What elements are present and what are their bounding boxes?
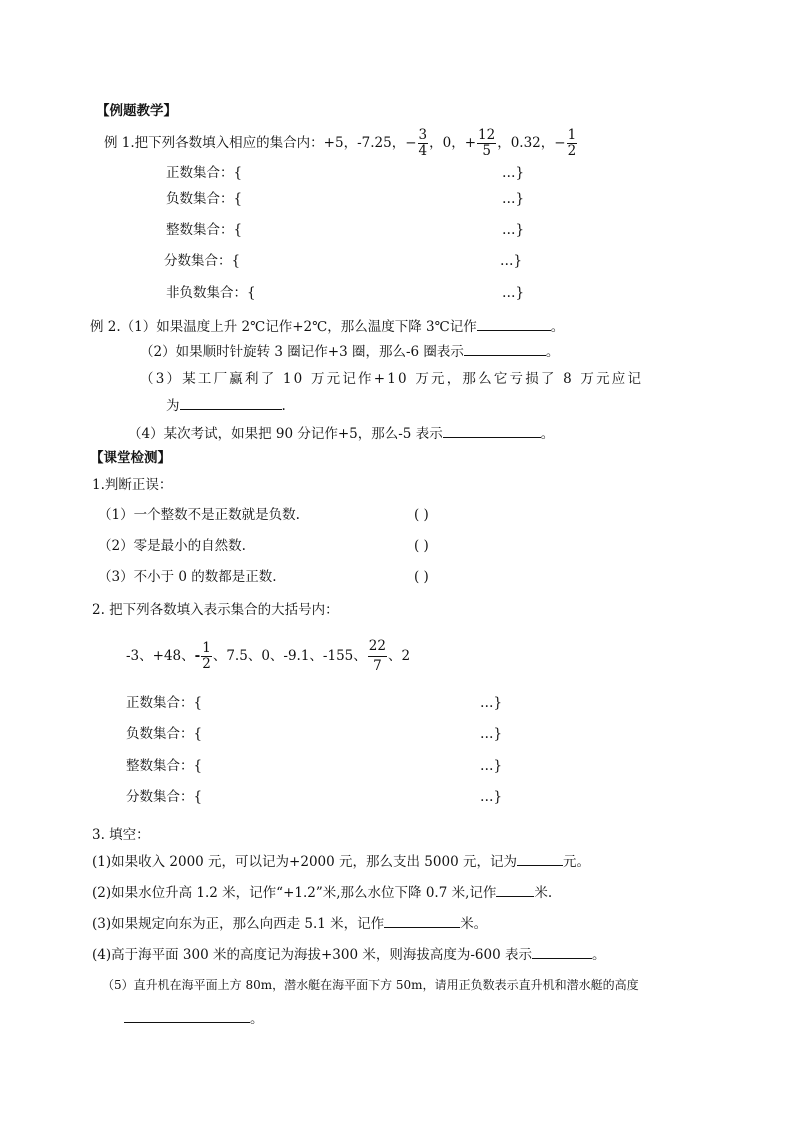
p3-q3-text: (3)如果规定向东为正，那么向西走 5.1 米，记作 <box>92 916 385 932</box>
ex2-question-3-line-2 <box>166 395 286 415</box>
p2-set-integer-label: 整数集合：{ <box>126 758 203 774</box>
p2-fraction-1 <box>201 641 212 672</box>
ex1-set-positive-label: 正数集合：{ <box>166 165 243 181</box>
p3-q1-blank[interactable] <box>517 851 563 866</box>
fraction-1-denominator: 4 <box>418 143 428 159</box>
p1-title: 1.判断正误： <box>92 477 173 493</box>
p3-q2-end: 米. <box>534 885 553 901</box>
p2-nums-b: 、7.5、0、-9.1、-155、 <box>212 648 367 664</box>
p3-q4-end: 。 <box>591 947 606 963</box>
p3-question-1 <box>92 851 590 871</box>
ex1-set-negative-label: 负数集合：{ <box>166 191 243 207</box>
check-section-heading: 【课堂检测】 <box>90 450 171 466</box>
ex1-set-fraction-end: …} <box>500 253 523 269</box>
p2-set-fraction-end: …} <box>480 789 503 805</box>
fraction-3-denominator: 2 <box>567 143 577 159</box>
p2-number-list <box>126 636 410 676</box>
p3-q2-text: (2)如果水位升高 1.2 米，记作“+1.2”米,那么水位下降 0.7 米,记作 <box>92 885 497 901</box>
p3-q2-blank[interactable] <box>496 882 534 897</box>
example-section-heading: 【例题教学】 <box>96 103 177 119</box>
ex2-q4-end: 。 <box>540 426 555 442</box>
ex2-q3-end: . <box>281 398 286 414</box>
ex1-set-nonnegative-end: …} <box>502 285 525 301</box>
fraction-1 <box>418 128 429 159</box>
ex2-q4-blank[interactable] <box>443 423 541 438</box>
p3-question-4 <box>92 944 605 964</box>
p2-title: 2. 把下列各数填入表示集合的大括号内： <box>92 602 339 618</box>
example-1-prefix: 例 1.把下列各数填入相应的集合内：+5，-7.25， <box>104 135 406 151</box>
p3-question-5-answer-line <box>124 1008 264 1028</box>
p1-item-1-answer[interactable]: ( ) <box>414 507 429 523</box>
p1-item-3-text: （3）不小于 0 的数都是正数. <box>98 569 277 585</box>
ex1-set-positive-end: …} <box>502 165 525 181</box>
p3-question-2 <box>92 882 552 902</box>
fraction-2 <box>477 128 496 159</box>
ex2-question-3-line-1: （3）某工厂赢利了 10 万元记作+10 万元，那么它亏损了 8 万元应记 <box>140 371 644 387</box>
p2-set-negative-end: …} <box>480 726 503 742</box>
fraction-2-sign: + <box>464 135 477 151</box>
p2-fraction-1-numerator: 1 <box>202 640 211 656</box>
p2-fraction-2 <box>368 637 387 676</box>
p2-fraction-2-denominator: 7 <box>373 658 382 674</box>
p2-set-fraction-label: 分数集合：{ <box>126 789 203 805</box>
p3-q5-blank[interactable] <box>124 1008 250 1023</box>
ex2-q2-text: （2）如果顺时针旋转 3 圈记作+3 圈，那么-6 圈表示 <box>140 344 464 360</box>
p1-item-2-text: （2）零是最小的自然数. <box>98 538 246 554</box>
ex2-q1-end: 。 <box>550 319 565 335</box>
p2-fraction-2-numerator: 22 <box>368 637 387 657</box>
ex2-q4-text: （4）某次考试，如果把 90 分记作+5，那么-5 表示 <box>128 426 443 442</box>
p2-nums-c: 、2 <box>387 648 411 664</box>
ex1-set-fraction-label: 分数集合：{ <box>164 253 241 269</box>
ex2-question-2 <box>140 341 559 361</box>
p3-q1-text: (1)如果收入 2000 元，可以记为+2000 元，那么支出 5000 元，记为 <box>92 854 517 870</box>
p3-q4-text: (4)高于海平面 300 米的高度记为海拔+300 米，则海拔高度为-600 表示 <box>92 947 532 963</box>
p3-title: 3. 填空： <box>92 827 150 843</box>
fraction-3 <box>567 128 578 159</box>
ex2-q3-blank[interactable] <box>180 395 282 410</box>
p3-q3-blank[interactable] <box>384 913 460 928</box>
example-1-mid-2: ，0.32， <box>497 135 555 151</box>
p2-set-integer-end: …} <box>480 758 503 774</box>
fraction-1-numerator: 3 <box>418 127 428 143</box>
ex1-set-negative-end: …} <box>502 191 525 207</box>
p2-fraction-1-denominator: 2 <box>202 656 211 672</box>
p3-question-3 <box>92 913 487 933</box>
fraction-1-sign: − <box>405 135 417 151</box>
ex1-set-integer-label: 整数集合：{ <box>166 222 243 238</box>
p1-item-1-text: （1）一个整数不是正数就是负数. <box>98 507 300 523</box>
p1-item-2-answer[interactable]: ( ) <box>414 538 429 554</box>
fraction-3-numerator: 1 <box>567 127 577 143</box>
example-1-mid-1: ，0， <box>429 135 465 151</box>
fraction-2-denominator: 5 <box>482 143 491 159</box>
example-1-question <box>104 126 578 160</box>
ex2-q1-blank[interactable] <box>477 316 551 331</box>
p3-q4-blank[interactable] <box>532 944 592 959</box>
ex2-question-1 <box>90 316 564 336</box>
fraction-3-sign: − <box>554 135 566 151</box>
p1-item-3-answer[interactable]: ( ) <box>414 569 429 585</box>
ex2-question-4 <box>128 423 554 443</box>
ex1-set-nonnegative-label: 非负数集合：{ <box>166 285 256 301</box>
fraction-2-numerator: 12 <box>478 127 496 143</box>
p3-q1-end: 元。 <box>562 854 590 870</box>
p3-q3-end: 米。 <box>460 916 488 932</box>
p3-q5-end: 。 <box>250 1011 264 1027</box>
ex2-q2-blank[interactable] <box>464 341 546 356</box>
p2-set-negative-label: 负数集合：{ <box>126 726 203 742</box>
p3-question-5: （5）直升机在海平面上方 80m，潜水艇在海平面下方 50m，请用正负数表示直升机和潜水艇的高度 <box>102 978 639 992</box>
ex1-set-integer-end: …} <box>502 222 525 238</box>
p2-set-positive-label: 正数集合：{ <box>126 695 203 711</box>
p2-fraction-1-sign: - <box>194 648 201 664</box>
ex2-q1-text: 例 2.（1）如果温度上升 2℃记作+2℃，那么温度下降 3℃记作 <box>90 319 477 335</box>
ex2-q3-prefix: 为 <box>166 398 180 414</box>
ex2-q2-end: 。 <box>545 344 560 360</box>
p2-set-positive-end: …} <box>480 695 503 711</box>
p2-nums-a: -3、+48、 <box>126 648 195 664</box>
